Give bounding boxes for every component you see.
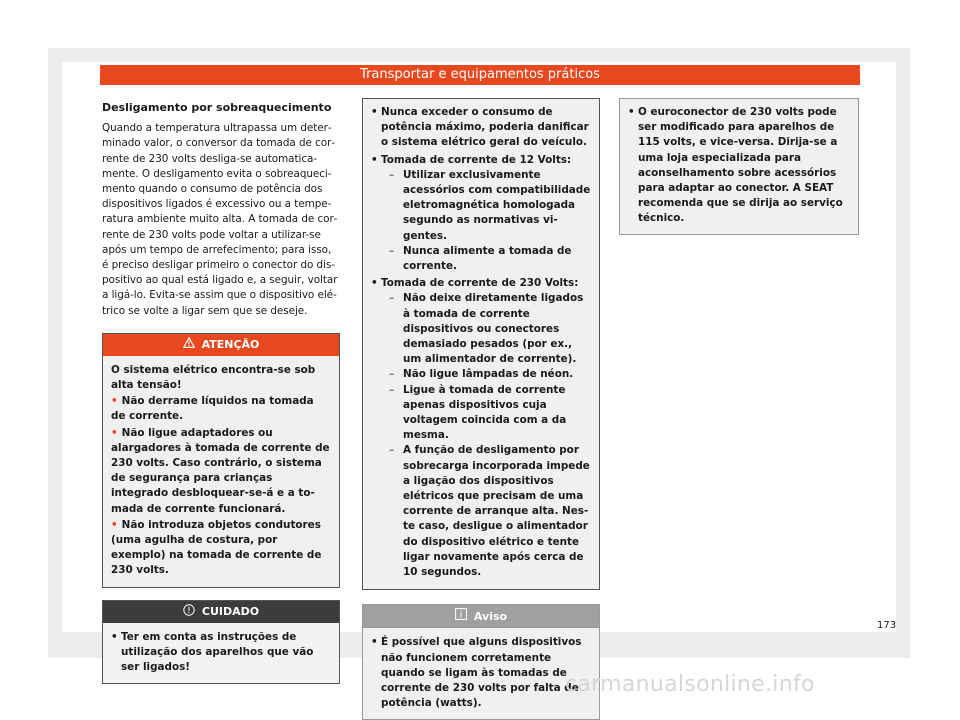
watermark: carmanualsonline.info: [565, 672, 815, 697]
caution-label: CUIDADO: [201, 605, 260, 619]
note-item: • É possível que alguns dispositivos não funcionem corretamente quando se ligam às tomadas de corrente de 230 volts por falta de potência (watts).: [371, 635, 591, 711]
column-2: [362, 98, 600, 720]
sub-item: – A função de desligamento por sobrecarga incorporada impede a ligação dos dispositivos elétricos que precisam de uma corrente de arranque alta. Neste caso, desligue o alimentador do dispositivo elétrico e tente ligar novamente após cerca de 10 segundos.: [381, 443, 591, 580]
note-body: [363, 628, 599, 719]
sub-item: – Não deixe diretamente ligados à tomada de corrente dispositivos ou conectores demasiado pesados (por ex., um alimentador de corrente).: [381, 291, 591, 367]
warning-triangle-icon: [183, 337, 195, 352]
caution-item: • Ter em conta as instruções de utilização dos aparelhos que vão ser ligados!: [111, 630, 331, 676]
caution-header: [103, 601, 339, 623]
warning-item: • Não derrame líquidos na tomada de corrente.: [111, 395, 314, 423]
note-continued-box: [619, 98, 859, 235]
caution-body: [103, 623, 339, 684]
info-square-icon: [455, 608, 467, 624]
warning-body: [103, 356, 339, 587]
section-header: Transportar e equipamentos práticos: [100, 65, 860, 85]
note-label: Aviso: [473, 609, 508, 623]
note-header: [363, 605, 599, 628]
page-number: 173: [877, 620, 897, 631]
note-item: • O euroconector de 230 volts pode ser modificado para aparelhos de 115 volts, e vice-versa. Dirija-se a uma loja especializada para aconselhamento sobre acessórios para adaptar ao conector. A SEAT recomenda que se dirija ao serviço técnico.: [628, 105, 850, 227]
sub-item: – Ligue à tomada de corrente apenas dispositivos cuja voltagem coincida com a da mesma.: [381, 383, 591, 444]
warning-intro: O sistema elétrico encontra-se sob alta tensão!: [111, 363, 316, 392]
list-item: • Nunca exceder o consumo de potência máximo, poderia danificar o sistema elétrico geral do veículo.: [371, 105, 591, 151]
warning-item: • Não ligue adaptadores ou alargadores à tomada de corrente de 230 volts. Caso contrário, o sistema de segurança para crianças integrado desbloquear-se-á e a tomada de corrente funcionará.: [111, 426, 330, 515]
column-3: [619, 98, 859, 235]
note-box: [362, 604, 600, 720]
warning-header: [103, 334, 339, 356]
sub-item: – Nunca alimente a tomada de corrente.: [381, 244, 591, 274]
sub-item: – Não ligue lâmpadas de néon.: [381, 367, 591, 382]
warning-item: • Não introduza objetos condutores (uma agulha de costura, por exemplo) na tomada de corrente de 230 volts.: [111, 518, 322, 577]
column-1: [102, 98, 340, 684]
caution-box: [102, 600, 340, 685]
info-circle-icon: [183, 604, 195, 620]
list-item: • Tomada de corrente de 12 Volts: – Utilizar exclusivamente acessórios com compatibilidade eletromagnética homologada segundo as normativas vigentes. – Nunca alimente a tomada de corrente.: [371, 153, 591, 275]
warning-continued-box: [362, 98, 600, 590]
warning-label: ATENÇÃO: [201, 338, 260, 352]
body-paragraph: Quando a temperatura ultrapassa um determinado valor, o conversor da tomada de corrente de 230 volts desliga-se automaticamente. O desligamento evita o sobreaquecimento quando o consumo de potência dos dispositivos ligados é excessivo ou a temperatura ambiente muito alta. A tomada de corrente de 230 volts pode voltar a utilizar-se após um tempo de arrefecimento; para isso, é preciso desligar primeiro o conector do dispositivo ao qual está ligado e, a seguir, voltar a ligá-lo. Evita-se assim que o dispositivo elétrico se volte a ligar sem que se deseje.: [102, 122, 338, 317]
sub-item: – Utilizar exclusivamente acessórios com compatibilidade eletromagnética homologada segundo as normativas vigentes.: [381, 168, 591, 244]
section-title: Desligamento por sobreaquecimento: [102, 101, 332, 114]
list-item: • Tomada de corrente de 230 Volts: – Não deixe diretamente ligados à tomada de corrente dispositivos ou conectores demasiado pesados (por ex., um alimentador de corrente). – Não ligue lâmpadas de néon. – Ligue à tomada de corrente apenas dispositivos cuja voltagem coincida com a da mesma. – A função de desligamento por sobrecarga incorporada impede a ligação dos dispositivos elétricos que precisam de uma corrente de arranque alta. Neste caso, desligue o alimentador do dispositivo elétrico e tente ligar novamente após cerca de 10 segundos.: [371, 276, 591, 580]
warning-box: [102, 333, 340, 588]
